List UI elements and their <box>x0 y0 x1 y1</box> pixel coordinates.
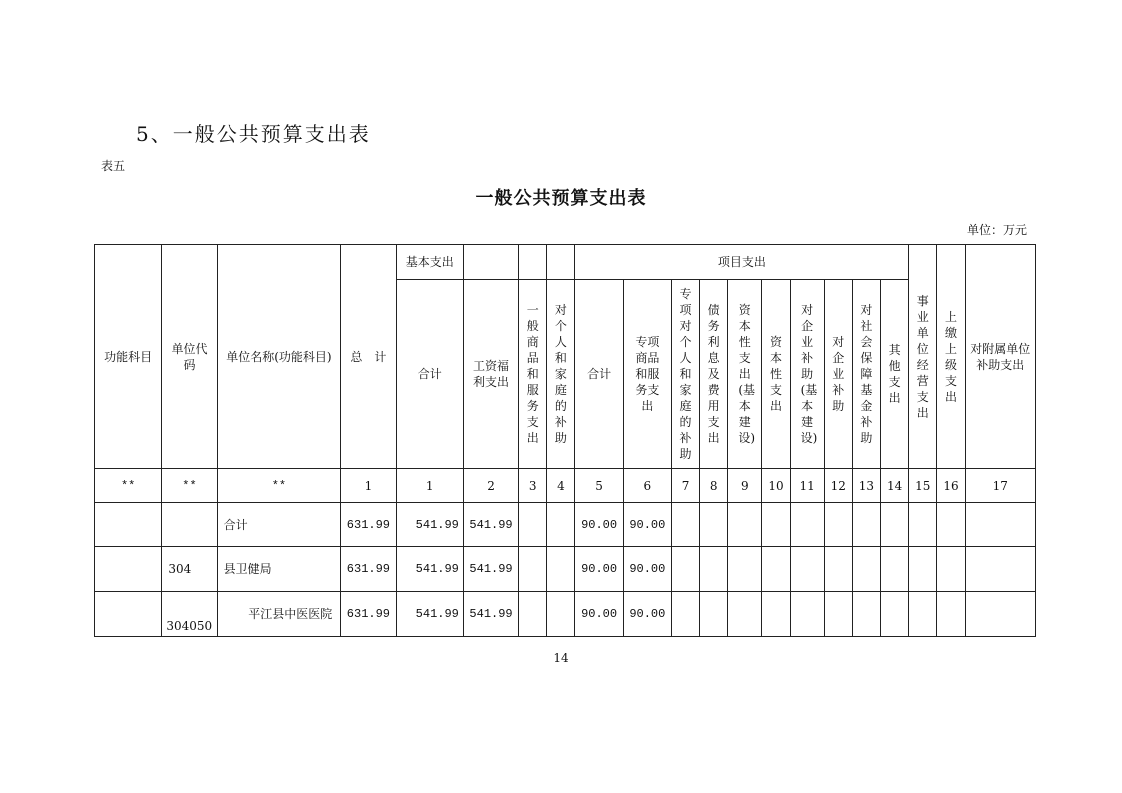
cell-c10 <box>762 592 790 637</box>
header-capital-construction-text: 资本性支出(基本建设) <box>738 303 755 445</box>
index-cell: 13 <box>852 469 880 503</box>
index-cell: 9 <box>728 469 762 503</box>
cell-basic-total: 541.99 <box>396 503 463 547</box>
cell-c8 <box>700 592 728 637</box>
cell-c14 <box>881 592 909 637</box>
header-special-personal-family <box>671 280 699 469</box>
header-unit-name: 单位名称(功能科目) <box>217 245 341 469</box>
cell-personal <box>547 547 575 592</box>
cell-c17 <box>965 547 1035 592</box>
header-special-personal-family-text: 专项对个人和家庭的补助 <box>679 287 692 461</box>
cell-basic-total: 541.99 <box>396 547 463 592</box>
cell-salary: 541.99 <box>463 592 518 637</box>
index-cell: 1 <box>396 469 463 503</box>
header-goods-services <box>519 280 547 469</box>
header-goods-services-text: 一般商品和服务支出 <box>526 303 539 445</box>
header-social-security-fund-text: 对社会保障基金补助 <box>860 303 873 445</box>
cell-c14 <box>881 547 909 592</box>
header-func-subject: 功能科目 <box>95 245 162 469</box>
index-cell: 3 <box>519 469 547 503</box>
unit-label: 单位：万元 <box>966 223 1027 237</box>
cell-c17 <box>965 592 1035 637</box>
cell-c11 <box>790 503 824 547</box>
cell-c7 <box>671 503 699 547</box>
index-cell: ** <box>95 469 162 503</box>
header-enterprise-construction <box>790 280 824 469</box>
header-personal-family-subsidy <box>547 280 575 469</box>
cell-c9 <box>728 547 762 592</box>
header-special-goods-services-text: 专项商品和服务支出 <box>635 335 660 413</box>
header-enterprise-subsidy <box>824 280 852 469</box>
header-other <box>881 280 909 469</box>
cell-name: 平江县中医医院 <box>217 592 341 637</box>
header-salary-welfare-text: 工资福利支出 <box>473 359 510 389</box>
header-public-institution-ops-text: 事业单位经营支出 <box>916 293 929 420</box>
cell-code: 304 <box>162 547 217 592</box>
cell-c12 <box>824 503 852 547</box>
cell-c14 <box>881 503 909 547</box>
cell-c15 <box>909 503 937 547</box>
cell-project-total: 90.00 <box>575 592 623 637</box>
header-total: 总 计 <box>341 245 396 469</box>
cell-c8 <box>700 547 728 592</box>
header-affiliated-subsidy-text: 对附属单位补助支出 <box>970 341 1031 372</box>
cell-c13 <box>852 547 880 592</box>
header-social-security-fund <box>852 280 880 469</box>
cell-c17 <box>965 503 1035 547</box>
header-basic-blank-3 <box>547 245 575 280</box>
header-personal-family-subsidy-text: 对个人和家庭的补助 <box>554 303 567 445</box>
cell-c8 <box>700 503 728 547</box>
index-cell: 15 <box>909 469 937 503</box>
section-heading: 5、一般公共预算支出表 <box>136 122 371 146</box>
cell-goods <box>519 547 547 592</box>
cell-code <box>162 503 217 547</box>
cell-func <box>95 503 162 547</box>
index-cell: 10 <box>762 469 790 503</box>
cell-c16 <box>937 592 965 637</box>
header-unit-code <box>162 245 217 469</box>
index-cell: 1 <box>341 469 396 503</box>
cell-c15 <box>909 592 937 637</box>
cell-c10 <box>762 547 790 592</box>
header-project-group: 项目支出 <box>575 245 909 280</box>
cell-c11 <box>790 547 824 592</box>
cell-project-total: 90.00 <box>575 547 623 592</box>
header-salary-welfare <box>463 280 518 469</box>
index-cell: 4 <box>547 469 575 503</box>
header-enterprise-subsidy-text: 对企业补助 <box>832 335 845 413</box>
cell-c7 <box>671 592 699 637</box>
header-special-goods-services <box>623 280 671 469</box>
index-cell: 2 <box>463 469 518 503</box>
header-debt-interest-text: 债务利息及费用支出 <box>707 303 720 445</box>
cell-func <box>95 592 162 637</box>
cell-total: 631.99 <box>341 592 396 637</box>
header-row-1 <box>95 245 1036 280</box>
cell-special-goods: 90.00 <box>623 547 671 592</box>
cell-c11 <box>790 592 824 637</box>
cell-salary: 541.99 <box>463 503 518 547</box>
index-cell: 16 <box>937 469 965 503</box>
header-public-institution-ops <box>909 245 937 469</box>
header-upper-level <box>937 245 965 469</box>
table-row <box>95 592 1036 637</box>
cell-c13 <box>852 503 880 547</box>
header-basic-total: 合计 <box>396 280 463 469</box>
header-project-total: 合计 <box>575 280 623 469</box>
header-upper-level-text: 上缴上级支出 <box>944 309 957 404</box>
cell-c12 <box>824 592 852 637</box>
header-enterprise-construction-text: 对企业补助(基本建设) <box>800 303 818 445</box>
cell-personal <box>547 592 575 637</box>
cell-code: 304050 <box>162 592 217 637</box>
cell-c9 <box>728 503 762 547</box>
index-cell: 11 <box>790 469 824 503</box>
index-cell: ** <box>217 469 341 503</box>
header-affiliated-subsidy <box>965 245 1035 469</box>
header-basic-blank-1 <box>463 245 518 280</box>
table-row <box>95 547 1036 592</box>
index-cell: 7 <box>671 469 699 503</box>
index-cell: 5 <box>575 469 623 503</box>
cell-c16 <box>937 503 965 547</box>
cell-c16 <box>937 547 965 592</box>
cell-salary: 541.99 <box>463 547 518 592</box>
cell-c15 <box>909 547 937 592</box>
index-cell: ** <box>162 469 217 503</box>
cell-c12 <box>824 547 852 592</box>
cell-basic-total: 541.99 <box>396 592 463 637</box>
index-cell: 12 <box>824 469 852 503</box>
cell-c9 <box>728 592 762 637</box>
header-other-text: 其他支出 <box>888 343 901 405</box>
index-cell: 17 <box>965 469 1035 503</box>
header-capital-construction <box>728 280 762 469</box>
page-title: 一般公共预算支出表 <box>475 188 647 209</box>
cell-c7 <box>671 547 699 592</box>
index-cell: 6 <box>623 469 671 503</box>
header-unit-code-text: 单位代码 <box>171 341 208 372</box>
cell-goods <box>519 592 547 637</box>
cell-name: 合计 <box>217 503 341 547</box>
index-cell: 8 <box>700 469 728 503</box>
cell-total: 631.99 <box>341 503 396 547</box>
header-capital-text: 资本性支出 <box>769 335 782 413</box>
cell-project-total: 90.00 <box>575 503 623 547</box>
header-basic-group: 基本支出 <box>396 245 463 280</box>
cell-c10 <box>762 503 790 547</box>
cell-total: 631.99 <box>341 547 396 592</box>
page-number: 14 <box>553 651 569 665</box>
budget-expenditure-table <box>94 244 1036 637</box>
cell-c13 <box>852 592 880 637</box>
header-capital <box>762 280 790 469</box>
cell-special-goods: 90.00 <box>623 592 671 637</box>
table-row <box>95 503 1036 547</box>
table-tag: 表五 <box>101 159 126 173</box>
index-cell: 14 <box>881 469 909 503</box>
cell-name: 县卫健局 <box>217 547 341 592</box>
header-debt-interest <box>700 280 728 469</box>
cell-func <box>95 547 162 592</box>
cell-goods <box>519 503 547 547</box>
cell-personal <box>547 503 575 547</box>
cell-special-goods: 90.00 <box>623 503 671 547</box>
index-row <box>95 469 1036 503</box>
header-basic-blank-2 <box>519 245 547 280</box>
